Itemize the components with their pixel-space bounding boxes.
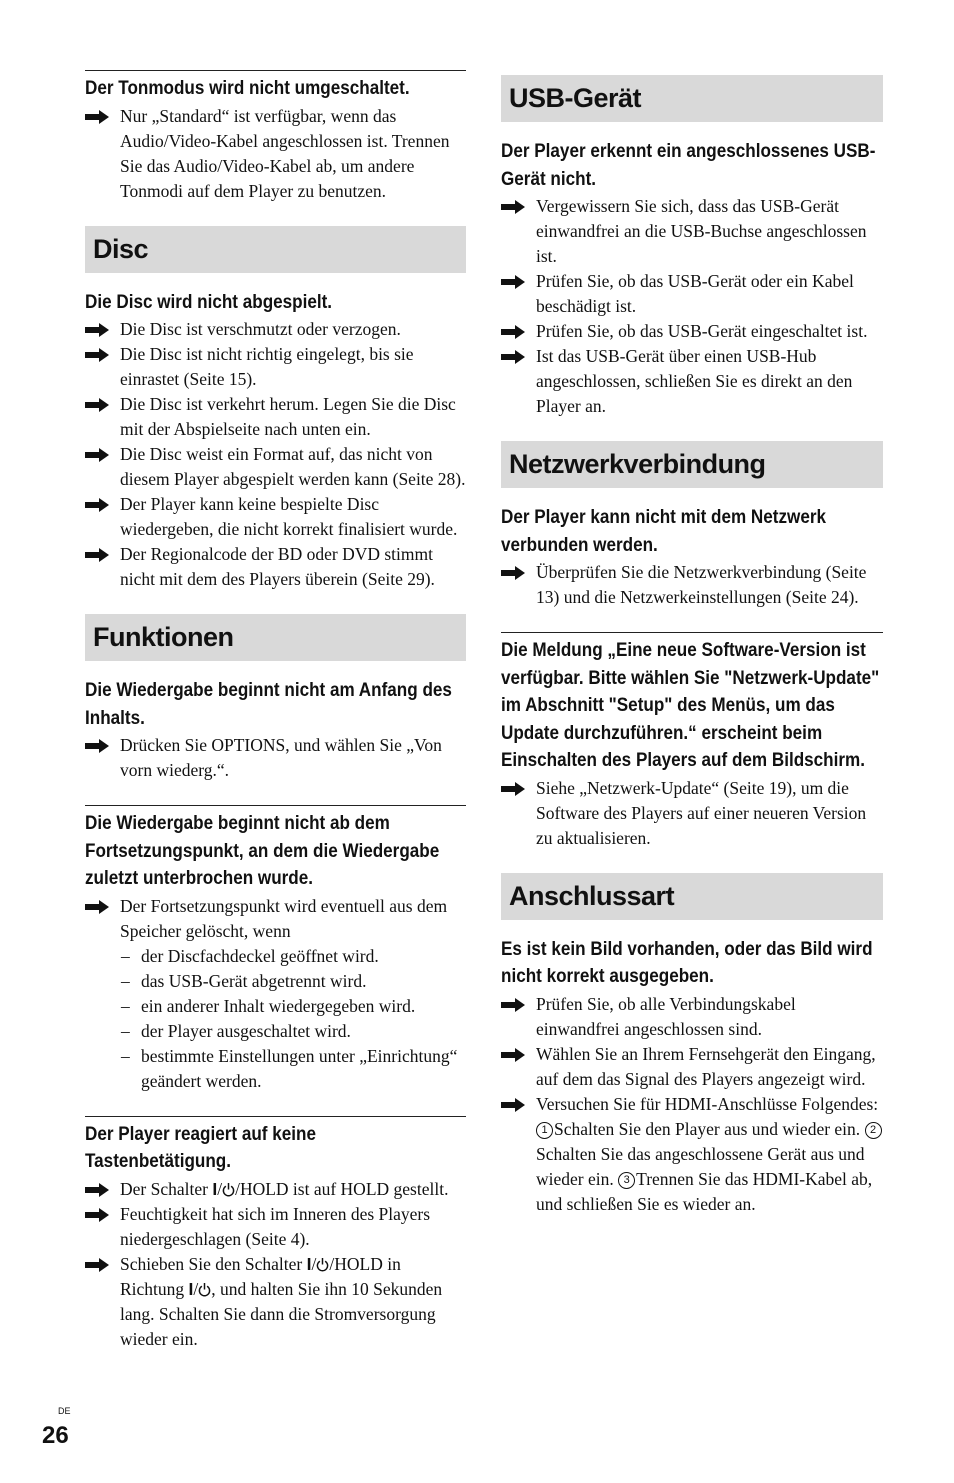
arrow-bullet-icon	[501, 1048, 525, 1062]
power-switch-icon	[198, 1282, 211, 1297]
item-text: Die Disc weist ein Format auf, das nicht von diesem Player abgespielt werden kann (Seite 28).	[120, 444, 466, 489]
topic-bild	[501, 936, 883, 1217]
arrow-bullet-icon	[501, 200, 525, 214]
power-switch-icon	[222, 1182, 235, 1197]
list-item	[85, 1202, 466, 1252]
sub-text: ein anderer Inhalt wiedergegeben wird.	[141, 995, 416, 1016]
left-column	[85, 70, 466, 1374]
sub-item: – der Discfachdeckel geöffnet wird.	[121, 945, 379, 966]
item-text: Der Player kann keine bespielte Disc wiedergeben, die nicht korrekt finalisiert wurde.	[120, 494, 458, 539]
arrow-bullet-icon	[85, 548, 109, 562]
topic-title: Der Player erkennt ein angeschlossenes USB-Gerät nicht.	[501, 141, 876, 190]
item-text: Siehe „Netzwerk-Update“ (Seite 19), um die Software des Players auf einer neueren Version zu aktualisieren.	[536, 777, 867, 848]
item-text: Wählen Sie an Ihrem Fernsehgerät den Eingang, auf dem das Signal des Players angezeigt wird.	[536, 1043, 876, 1089]
power-switch-icon	[316, 1257, 329, 1272]
list-item	[501, 1042, 883, 1092]
topic-disc	[85, 289, 466, 593]
topic-title: Die Disc wird nicht abgespielt.	[85, 291, 333, 313]
item-text: Prüfen Sie, ob das USB-Gerät oder ein Kabel beschädigt ist.	[536, 271, 854, 316]
list-item	[85, 104, 466, 204]
item-text: Der Schalter	[120, 1178, 213, 1199]
list-item	[85, 492, 466, 542]
list-item	[85, 442, 466, 492]
arrow-bullet-icon	[501, 1098, 525, 1112]
topic-software-update	[501, 632, 883, 851]
arrow-bullet-icon	[501, 325, 525, 339]
list-item	[85, 392, 466, 442]
sub-item: – das USB-Gerät abgetrennt wird.	[121, 970, 367, 991]
section-heading-anschlussart: Anschlussart	[501, 873, 883, 920]
language-code: DE	[58, 1406, 71, 1416]
list-item: Der Schalter I/ /HOLD ist auf HOLD gestellt.	[85, 1177, 466, 1202]
topic-title: Es ist kein Bild vorhanden, oder das Bild wird nicht korrekt ausgegeben.	[501, 938, 873, 987]
item-text: Ist das USB-Gerät über einen USB-Hub angeschlossen, schließen Sie es direkt an den Player an.	[536, 346, 853, 416]
item-text: Versuchen Sie für HDMI-Anschlüsse Folgendes:	[536, 1093, 879, 1114]
step-number-badge: 3	[618, 1172, 635, 1189]
list-item	[501, 269, 883, 319]
list-item	[85, 733, 466, 783]
section-heading-usb: USB-Gerät	[501, 75, 883, 122]
item-text: Vergewissern Sie sich, dass das USB-Gerät einwandfrei an die USB-Buchse angeschlossen ist.	[536, 196, 867, 266]
item-text: /HOLD in Richtung	[120, 1253, 401, 1299]
topic-title: Die Wiedergabe beginnt nicht am Anfang des Inhalts.	[85, 680, 452, 729]
list-item	[501, 319, 883, 344]
topic-netzwerk	[501, 504, 883, 610]
arrow-bullet-icon	[85, 739, 109, 753]
item-text: Drücken Sie OPTIONS, und wählen Sie „Von vorn wiederg.“.	[120, 735, 442, 780]
item-text: Schalten Sie das angeschlossene Gerät aus und wieder ein.	[536, 1143, 865, 1189]
arrow-bullet-icon	[85, 1183, 109, 1197]
sub-item: – bestimmte Einstellungen unter „Einrichtung“ geändert werden.	[121, 1045, 458, 1091]
item-text: Die Disc ist verkehrt herum. Legen Sie die Disc mit der Abspielseite nach unten ein.	[120, 394, 456, 439]
item-text: Prüfen Sie, ob alle Verbindungskabel einwandfrei angeschlossen sind.	[536, 993, 796, 1039]
sub-text: das USB-Gerät abgetrennt wird.	[141, 970, 367, 991]
page-number: 26	[42, 1422, 69, 1449]
arrow-bullet-icon	[85, 448, 109, 462]
arrow-bullet-icon	[85, 398, 109, 412]
topic-anfang	[85, 677, 466, 783]
item-text: /HOLD ist auf HOLD gestellt.	[235, 1178, 449, 1199]
item-text: , und halten Sie ihn 10 Sekunden lang. Schalten Sie dann die Stromversorgung wieder ein.	[120, 1278, 443, 1349]
list-item	[85, 317, 466, 342]
list-item: Schieben Sie den Schalter I/ /HOLD in Richtung I/ , und halten Sie ihn 10 Sekunden lang. Schalten Sie dann die Stromversorgung wieder ein.	[85, 1252, 466, 1352]
item-text: Nur „Standard“ ist verfügbar, wenn das Audio/Video-Kabel angeschlossen ist. Trennen Sie das Audio/Video-Kabel ab, um andere Tonmodi auf dem Player zu benutzen.	[120, 105, 450, 201]
right-column	[501, 75, 883, 1239]
arrow-bullet-icon	[501, 566, 525, 580]
arrow-bullet-icon	[501, 998, 525, 1012]
item-text: Der Regionalcode der BD oder DVD stimmt nicht mit dem des Players überein (Seite 29).	[120, 544, 435, 589]
step-number-badge: 1	[536, 1122, 553, 1139]
sub-item: – der Player ausgeschaltet wird.	[121, 1020, 351, 1041]
sub-item: – ein anderer Inhalt wiedergegeben wird.	[121, 995, 416, 1016]
topic-title: Die Meldung „Eine neue Software-Version ist verfügbar. Bitte wählen Sie "Netzwerk-Update" im Abschnitt "Setup" des Menüs, um das Update durchzuführen.“ erscheint beim Einschalten des Players auf dem Bildschirm.	[501, 640, 880, 771]
sub-text: bestimmte Einstellungen unter „Einrichtung“ geändert werden.	[141, 1045, 458, 1091]
arrow-bullet-icon	[85, 323, 109, 337]
item-text: Die Disc ist verschmutzt oder verzogen.	[120, 319, 401, 339]
topic-usb	[501, 138, 883, 419]
arrow-bullet-icon	[85, 1258, 109, 1272]
list-item	[501, 776, 883, 851]
list-item	[501, 560, 883, 610]
arrow-bullet-icon	[501, 275, 525, 289]
topic-fortsetzung	[85, 805, 466, 1094]
item-text: Prüfen Sie, ob das USB-Gerät eingeschaltet ist.	[536, 321, 868, 341]
topic-title: Der Player reagiert auf keine Tastenbetätigung.	[85, 1123, 316, 1172]
item-text: Überprüfen Sie die Netzwerkverbindung (Seite 13) und die Netzwerkeinstellungen (Seite 24).	[536, 562, 867, 607]
step-number-badge: 2	[865, 1122, 882, 1139]
section-heading-disc: Disc	[85, 226, 466, 273]
item-text: Die Disc ist nicht richtig eingelegt, bis sie einrastet (Seite 15).	[120, 344, 414, 389]
topic-title: Der Tonmodus wird nicht umgeschaltet.	[85, 78, 410, 99]
list-item	[85, 342, 466, 392]
topic-title: Der Player kann nicht mit dem Netzwerk verbunden werden.	[501, 507, 827, 556]
arrow-bullet-icon	[501, 350, 525, 364]
sub-text: der Discfachdeckel geöffnet wird.	[141, 945, 379, 966]
list-item	[501, 194, 883, 269]
section-heading-netzwerk: Netzwerkverbindung	[501, 441, 883, 488]
arrow-bullet-icon	[85, 110, 109, 124]
list-item	[501, 992, 883, 1042]
item-text: Feuchtigkeit hat sich im Inneren des Players niedergeschlagen (Seite 4).	[120, 1203, 431, 1249]
item-text: Schalten Sie den Player aus und wieder ein.	[554, 1118, 865, 1139]
arrow-bullet-icon	[85, 498, 109, 512]
list-item	[501, 1092, 883, 1217]
list-item	[85, 894, 466, 944]
arrow-bullet-icon	[85, 1208, 109, 1222]
sub-text: der Player ausgeschaltet wird.	[141, 1020, 351, 1041]
list-item	[85, 542, 466, 592]
item-text: Trennen Sie das HDMI-Kabel ab, und schließen Sie es wieder an.	[536, 1168, 873, 1214]
item-text: Der Fortsetzungspunkt wird eventuell aus dem Speicher gelöscht, wenn	[120, 895, 448, 941]
list-item	[501, 344, 883, 419]
topic-title: Die Wiedergabe beginnt nicht ab dem Fortsetzungspunkt, an dem die Wiedergabe zuletzt unterbrochen wurde.	[85, 813, 440, 889]
section-heading-funktionen: Funktionen	[85, 614, 466, 661]
item-text: Schieben Sie den Schalter	[120, 1253, 307, 1274]
arrow-bullet-icon	[85, 900, 109, 914]
topic-tasten	[85, 1116, 466, 1352]
arrow-bullet-icon	[85, 348, 109, 362]
topic-tonmodus	[85, 70, 466, 204]
arrow-bullet-icon	[501, 782, 525, 796]
